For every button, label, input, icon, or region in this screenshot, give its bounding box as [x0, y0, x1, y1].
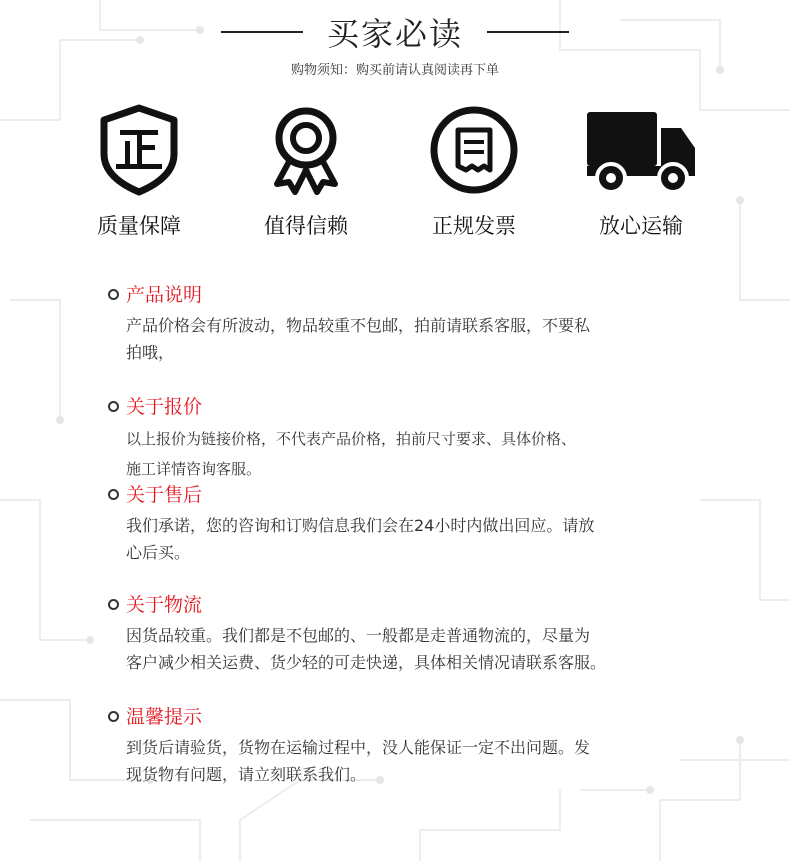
feature-label: 质量保障 [97, 214, 181, 238]
feature-row [0, 104, 790, 244]
title-line-left [221, 31, 303, 33]
section-body-line: 心后买。 [126, 543, 191, 562]
section-title: 关于售后 [126, 484, 203, 506]
invoice-receipt-icon [428, 104, 520, 196]
award-ribbon-icon [263, 104, 349, 196]
feature-shipping [556, 104, 726, 240]
title-row [0, 10, 790, 54]
section-after-sales [108, 480, 698, 566]
header [0, 10, 790, 78]
section-pricing [108, 392, 698, 484]
page-title: 买家必读 [326, 15, 463, 53]
feature-quality [54, 104, 224, 240]
feature-label: 值得信赖 [264, 214, 348, 238]
title-line-right [487, 31, 569, 33]
section-body-line: 因货品较重。我们都是不包邮的、一般都是走普通物流的，尽量为 [126, 626, 591, 645]
section-body-line: 拍哦， [126, 343, 175, 362]
feature-label: 正规发票 [432, 214, 516, 238]
section-title: 关于报价 [126, 396, 203, 418]
section-title: 关于物流 [126, 594, 203, 616]
section-body-line: 以上报价为链接价格，不代表产品价格，拍前尺寸要求、具体价格、 [126, 430, 577, 448]
feature-trust [221, 104, 391, 240]
feature-invoice [389, 104, 559, 240]
section-tips [108, 702, 698, 788]
section-body-line: 现货物有问题，请立刻联系我们。 [126, 765, 367, 784]
section-body-line: 客户减少相关运费、货少轻的可走快递，具体相关情况请联系客服。 [126, 653, 607, 672]
section-body-line: 施工详情咨询客服。 [126, 460, 262, 478]
bullet-circle-icon [108, 289, 119, 300]
section-title: 产品说明 [126, 284, 203, 306]
section-body-line: 我们承诺，您的咨询和订购信息我们会在24小时内做出回应。请放 [126, 516, 595, 535]
section-logistics [108, 590, 698, 676]
bullet-circle-icon [108, 401, 119, 412]
bullet-circle-icon [108, 489, 119, 500]
bullet-circle-icon [108, 711, 119, 722]
section-title: 温馨提示 [126, 706, 203, 728]
zheng-shield-icon [96, 104, 182, 196]
section-body-line: 产品价格会有所波动，物品较重不包邮，拍前请联系客服，不要私 [126, 316, 591, 335]
feature-label: 放心运输 [599, 214, 683, 238]
section-body-line: 到货后请验货，货物在运输过程中，没人能保证一定不出问题。发 [126, 738, 591, 757]
page-subtitle: 购物须知：购买前请认真阅读再下单 [290, 63, 499, 78]
delivery-truck-icon [585, 104, 697, 196]
bullet-circle-icon [108, 599, 119, 610]
section-product-info [108, 280, 698, 366]
